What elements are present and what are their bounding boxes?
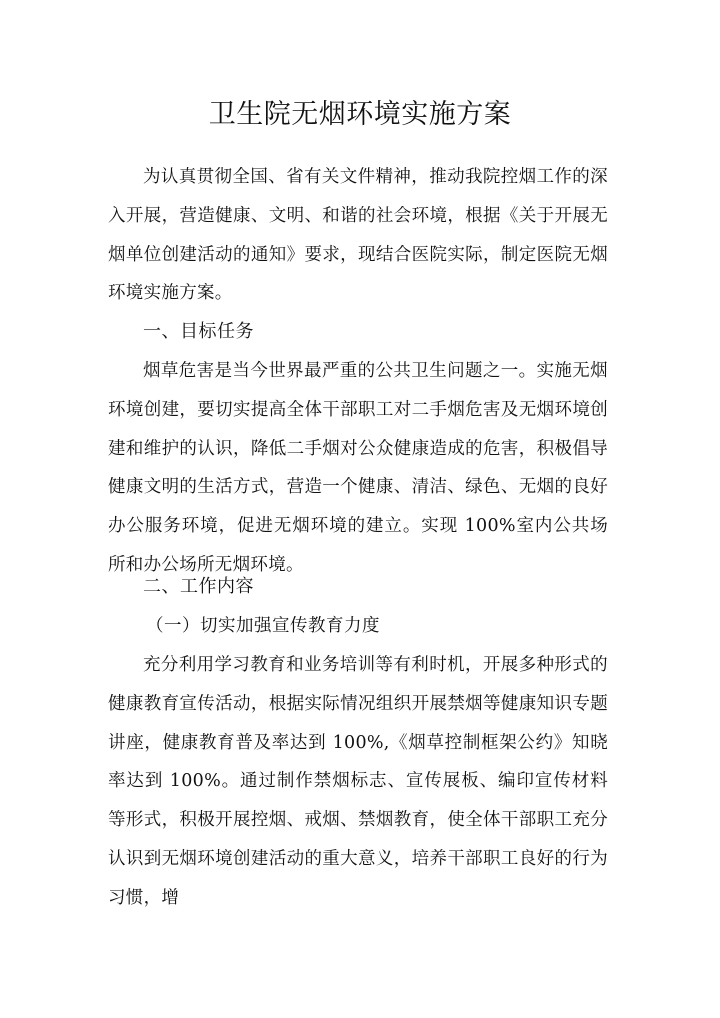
publicity-paragraph: 充分利用学习教育和业务培训等有利时机，开展多种形式的健康教育宣传活动，根据实际情况组织开展禁烟等健康知识专题讲座，健康教育普及率达到 100%,《烟草控制框架公约》知晓率达到 100%。通过制作禁烟标志、宣传展板、编印宣传材料等形式，积极开展控烟、戒烟、禁烟教育，使全体干部职工充分认识到无烟环境创建活动的重大意义，培养干部职工良好的行为习惯，增 (108, 655, 608, 908)
subsection-heading-publicity: （一）切实加强宣传教育力度 (146, 616, 380, 636)
section-heading-goals: 一、目标任务 (143, 321, 254, 342)
goals-paragraph: 烟草危害是当今世界最严重的公共卫生问题之一。实施无烟环境创建，要切实提高全体干部职工对二手烟危害及无烟环境创建和维护的认识，降低二手烟对公众健康造成的危害，积极倡导健康文明的生活方式，营造一个健康、清洁、绿色、无烟的良好办公服务环境，促进无烟环境的建立。实现 100%室内公共场所和办公场所无烟环境。 (108, 361, 608, 575)
section-heading-work-content: 二、工作内容 (143, 576, 254, 597)
document-title: 卫生院无烟环境实施方案 (208, 99, 512, 130)
intro-paragraph: 为认真贯彻全国、省有关文件精神，推动我院控烟工作的深入开展，营造健康、文明、和谐的社会环境，根据《关于开展无烟单位创建活动的通知》要求，现结合医院实际，制定医院无烟环境实施方案。 (108, 167, 608, 304)
